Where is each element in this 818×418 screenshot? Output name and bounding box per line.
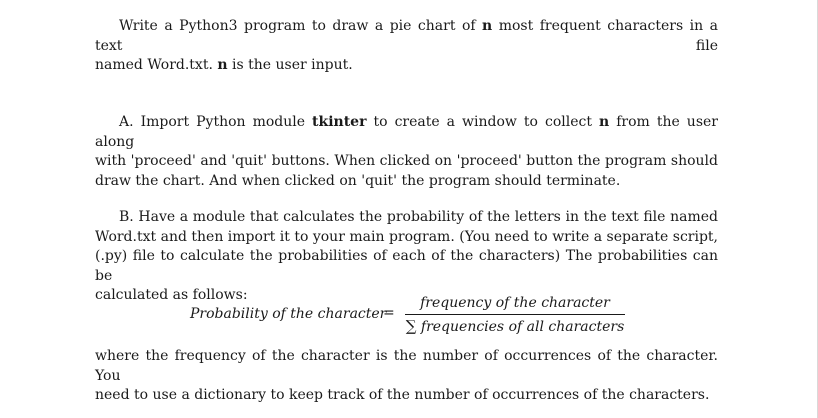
intro-line-2: named Word.txt. n is the user input. [95, 57, 353, 73]
n-variable: n [217, 57, 228, 73]
tkinter-keyword: tkinter [312, 114, 367, 130]
formula-fraction [405, 294, 625, 337]
closing-line-2: need to use a dictionary to keep track of the number of occurrences of the characters. [95, 387, 710, 403]
n-variable: n [599, 114, 610, 130]
summation-symbol: ∑ [405, 317, 417, 335]
part-b-line-3: (.py) file to calculate the probabilities of each of the characters) The probabilities can be [95, 248, 718, 284]
part-b-line-4: calculated as follows: [95, 287, 248, 303]
n-variable: n [482, 18, 493, 34]
closing-line-1: where the frequency of the character is the number of occurrences of the character. You [95, 348, 718, 384]
formula-equals: = [383, 305, 395, 321]
intro-paragraph [95, 17, 718, 76]
fraction-bar [405, 314, 625, 315]
formula-denominator-group [405, 317, 625, 337]
part-b-line-2: Word.txt and then import it to your main program. (You need to write a separate script, [95, 228, 718, 245]
formula-numerator: frequency of the character [420, 295, 610, 311]
closing-paragraph [95, 347, 718, 406]
part-a-line-2: with 'proceed' and 'quit' buttons. When clicked on 'proceed' button the program should [95, 153, 718, 169]
part-a-line-1: A. Import Python module tkinter to create a window to collect n from the user along [95, 114, 718, 150]
formula-lhs: Probability of the character [190, 306, 387, 322]
part-a-paragraph [95, 113, 718, 191]
formula-denominator: frequencies of all characters [420, 319, 625, 335]
part-b-paragraph [95, 208, 718, 306]
intro-line-1: Write a Python3 program to draw a pie chart of n most frequent characters in a text file [95, 18, 718, 54]
part-b-line-1: B. Have a module that calculates the probability of the letters in the text file named [119, 209, 718, 225]
part-a-line-3: draw the chart. And when clicked on 'quit' the program should terminate. [95, 172, 621, 189]
